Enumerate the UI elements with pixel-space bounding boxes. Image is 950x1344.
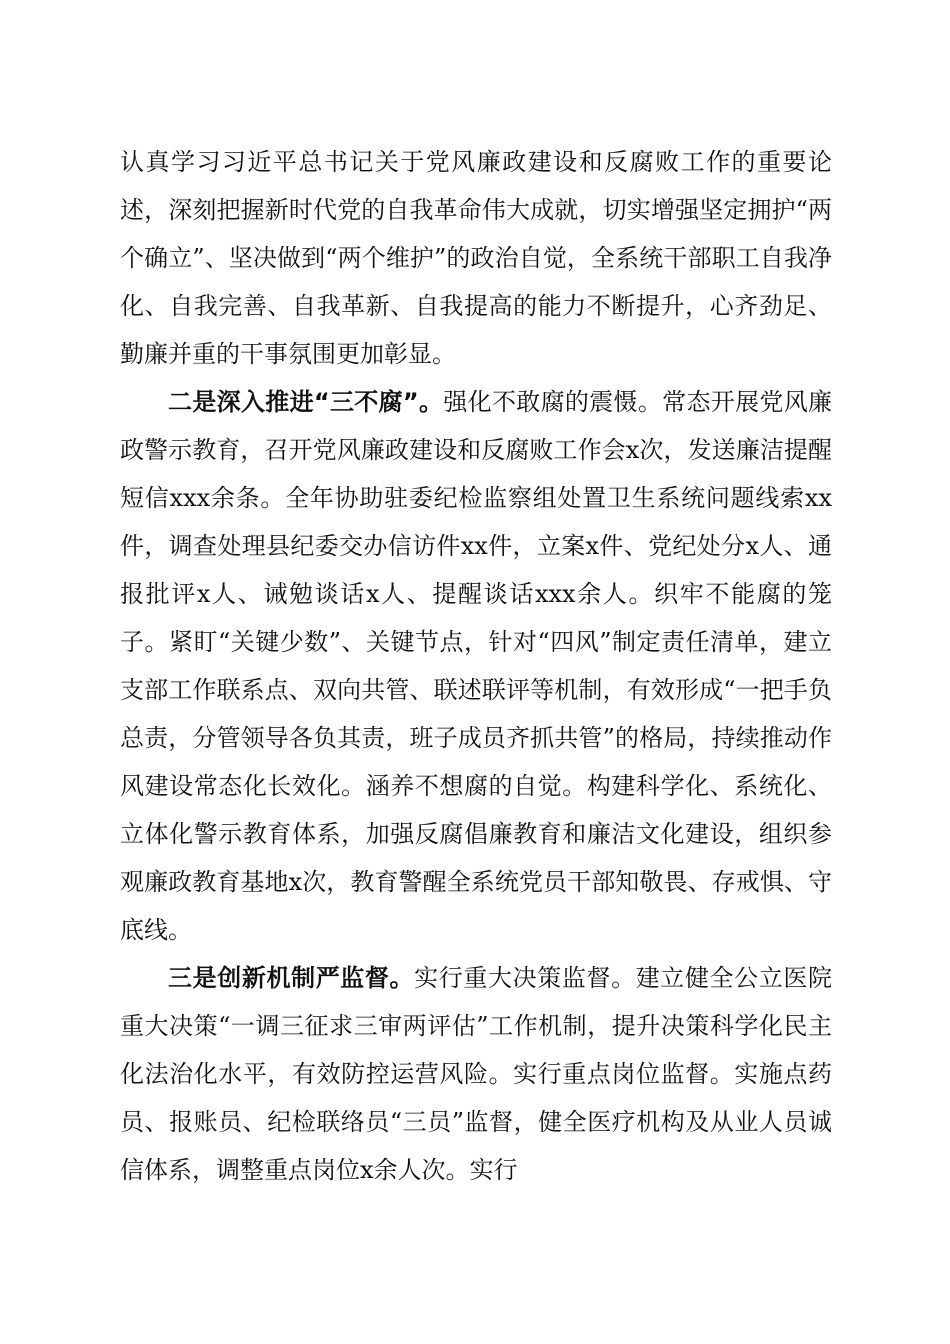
paragraph-supervision-mechanism xyxy=(120,954,832,1194)
paragraph-text: 认真学习习近平总书记关于党风廉政建设和反腐败工作的重要论述，深刻把握新时代党的自我革命伟大成就，切实增强坚定拥护“两个确立”、坚决做到“两个维护”的政治自觉，全系统干部职工自我净化、自我完善、自我革新、自我提高的能力不断提升，心齐劲足、勤廉并重的干事氛围更加彰显。 xyxy=(120,148,832,368)
document-body xyxy=(120,138,832,1194)
paragraph-continuation xyxy=(120,138,832,378)
paragraph-three-no-corruption xyxy=(120,378,832,954)
paragraph-text: 强化不敢腐的震慑。常态开展党风廉政警示教育，召开党风廉政建设和反腐败工作会x次，发送廉洁提醒短信xxx余条。全年协助驻委纪检监察组处置卫生系统问题线索xx件，调查处理县纪委交办信访件xx件，立案x件、党纪处分x人、通报批评x人、诫勉谈话x人、提醒谈话xxx余人。织牢不能腐的笼子。紧盯“关键少数”、关键节点，针对“四风”制定责任清单，建立支部工作联系点、双向共管、联述联评等机制，有效形成“一把手负总责，分管领导各负其责，班子成员齐抓共管”的格局，持续推动作风建设常态化长效化。涵养不想腐的自觉。构建科学化、系统化、立体化警示教育体系，加强反腐倡廉教育和廉洁文化建设，组织参观廉政教育基地x次，教育警醒全系统党员干部知敬畏、存戒惧、守底线。 xyxy=(120,388,833,944)
paragraph-lead-heading: 二是深入推进“三不腐”。 xyxy=(168,388,444,416)
paragraph-text: 实行重大决策监督。建立健全公立医院重大决策“一调三征求三审两评估”工作机制，提升决策科学化民主化法治化水平，有效防控运营风险。实行重点岗位监督。实施点药员、报账员、纪检联络员“三员”监督，健全医疗机构及从业人员诚信体系，调整重点岗位x余人次。实行 xyxy=(120,964,833,1184)
paragraph-lead-heading: 三是创新机制严监督。 xyxy=(168,964,415,992)
